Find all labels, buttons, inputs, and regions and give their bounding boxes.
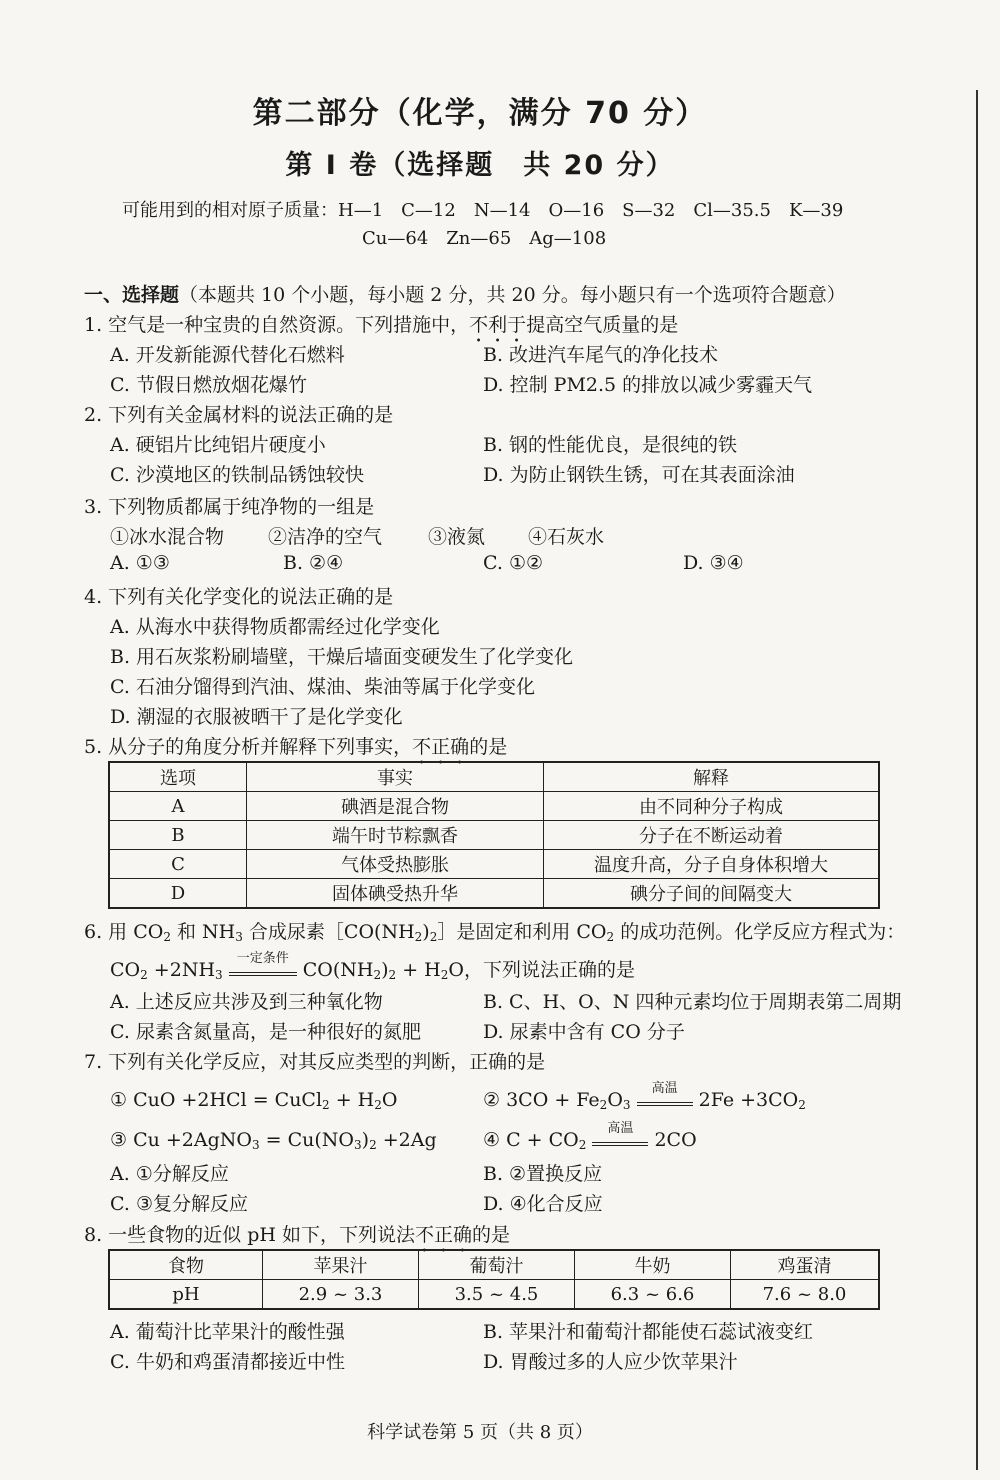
table-cell: 3.5 ~ 4.5: [419, 1280, 575, 1310]
q1-option-a: A. 开发新能源代替化石燃料: [110, 344, 345, 366]
q2-option-b: B. 钢的性能优良，是很纯的铁: [483, 434, 738, 456]
table-cell: 气体受热膨胀: [247, 850, 544, 879]
table-cell: D: [109, 879, 247, 909]
q3-item-2: ②洁净的空气: [268, 526, 383, 548]
table-cell: pH: [109, 1280, 263, 1310]
table-cell: 碘酒是混合物: [247, 792, 544, 821]
table-cell: 分子在不断运动着: [544, 821, 880, 850]
table-cell: B: [109, 821, 247, 850]
atomic-mass-line-1: 可能用到的相对原子质量：H—1 C—12 N—14 O—16 S—32 Cl—35.5 K—39: [122, 200, 844, 221]
q2-option-d: D. 为防止钢铁生锈，可在其表面涂油: [483, 464, 795, 486]
q6-option-c: C. 尿素含氮量高，是一种很好的氮肥: [110, 1021, 421, 1043]
reaction-condition-arrow: 高温: [592, 1134, 648, 1146]
q4-stem: 4. 下列有关化学变化的说法正确的是: [84, 586, 394, 608]
q8-option-d: D. 胃酸过多的人应少饮苹果汁: [483, 1351, 738, 1373]
q5-stem: 5. 从分子的角度分析并解释下列事实，不正确的是: [84, 736, 508, 758]
table-cell: 6.3 ~ 6.6: [575, 1280, 731, 1310]
table-cell: 端午时节粽飘香: [247, 821, 544, 850]
q7-reaction-4: ④ $C + CO_2$ 高温 2CO: [483, 1121, 697, 1152]
table-header-row: [109, 1250, 879, 1280]
q4-option-b: B. 用石灰浆粉刷墙壁，干燥后墙面变硬发生了化学变化: [110, 646, 574, 668]
volume-title: 第 Ⅰ 卷（选择题 共 20 分）: [285, 150, 675, 181]
q3-stem: 3. 下列物质都属于纯净物的一组是: [84, 496, 375, 518]
page-footer: 科学试卷第 5 页（共 8 页）: [367, 1422, 593, 1443]
q4-option-d: D. 潮湿的衣服被晒干了是化学变化: [110, 706, 403, 728]
q7-stem: 7. 下列有关化学反应，对其反应类型的判断，正确的是: [84, 1051, 546, 1073]
q6-equation: $CO_2 +2NH_3$ 一定条件 $CO(NH_2)_2 + H_2O$，下列说法正确的是: [110, 951, 635, 982]
q7-reaction-1: ① CuO +2HCl = CuCl$_2$ + $H_2O$: [110, 1089, 398, 1112]
section-heading: 一、选择题（本题共 10 个小题，每小题 2 分，共 20 分。每小题只有一个选项符合题意）: [84, 284, 846, 306]
table-header-cell: 事实: [247, 762, 544, 792]
q8-option-b: B. 苹果汁和葡萄汁都能使石蕊试液变红: [483, 1321, 814, 1343]
q6-option-b: B. C、H、O、N 四种元素均位于周期表第二周期: [483, 991, 902, 1013]
q1-option-c: C. 节假日燃放烟花爆竹: [110, 374, 307, 396]
q3-item-3: ③液氮: [428, 526, 486, 548]
table-cell: 固体碘受热升华: [247, 879, 544, 909]
q8-table: [108, 1249, 880, 1310]
table-header-cell: 牛奶: [575, 1250, 731, 1280]
q3-option-a: A. ①③: [110, 552, 170, 574]
q2-stem: 2. 下列有关金属材料的说法正确的是: [84, 404, 394, 426]
table-header-cell: 苹果汁: [263, 1250, 419, 1280]
q1-stem: 1. 空气是一种宝贵的自然资源。下列措施中，不利于提高空气质量的是: [84, 314, 679, 336]
table-header-cell: 解释: [544, 762, 880, 792]
q7-reaction-2: ② $3CO + Fe_2O_3$ 高温 $2Fe +3CO_2$: [483, 1081, 806, 1112]
part-title: 第二部分（化学，满分 70 分）: [252, 96, 708, 131]
table-cell: 2.9 ~ 3.3: [263, 1280, 419, 1310]
page-edge-line: [976, 90, 978, 1470]
q6-option-a: A. 上述反应共涉及到三种氧化物: [110, 991, 383, 1013]
table-cell: A: [109, 792, 247, 821]
q3-option-c: C. ①②: [483, 552, 544, 574]
q4-option-c: C. 石油分馏得到汽油、煤油、柴油等属于化学变化: [110, 676, 535, 698]
q3-item-4: ④石灰水: [528, 526, 605, 548]
q6-stem: 6. 用 $CO_2$ 和 $NH_3$ 合成尿素$[CO(NH_2)_2]$是固定和利用 $CO_2$ 的成功范例。化学反应方程式为：: [84, 921, 906, 944]
table-header-cell: 鸡蛋清: [731, 1250, 880, 1280]
table-row: [109, 850, 879, 879]
reaction-condition-arrow: 一定条件: [229, 964, 297, 976]
q3-option-b: B. ②④: [283, 552, 344, 574]
table-row: [109, 1280, 879, 1310]
table-header-cell: 葡萄汁: [419, 1250, 575, 1280]
table-header-row: [109, 762, 879, 792]
q6-option-d: D. 尿素中含有 CO 分子: [483, 1021, 685, 1043]
reaction-condition-arrow: 高温: [637, 1094, 693, 1106]
q7-option-d: D. ④化合反应: [483, 1193, 603, 1215]
q8-stem: 8. 一些食物的近似 pH 如下，下列说法不正确的是: [84, 1224, 511, 1246]
table-header-cell: 食物: [109, 1250, 263, 1280]
q2-option-c: C. 沙漠地区的铁制品锈蚀较快: [110, 464, 364, 486]
q1-option-d: D. 控制 PM2.5 的排放以减少雾霾天气: [483, 374, 813, 396]
table-cell: 由不同种分子构成: [544, 792, 880, 821]
q7-option-a: A. ①分解反应: [110, 1163, 229, 1185]
table-header-cell: 选项: [109, 762, 247, 792]
table-cell: C: [109, 850, 247, 879]
q4-option-a: A. 从海水中获得物质都需经过化学变化: [110, 616, 440, 638]
q1-option-b: B. 改进汽车尾气的净化技术: [483, 344, 719, 366]
q8-option-c: C. 牛奶和鸡蛋清都接近中性: [110, 1351, 345, 1373]
q7-option-b: B. ②置换反应: [483, 1163, 603, 1185]
q3-option-d: D. ③④: [683, 552, 744, 574]
table-row: [109, 879, 879, 909]
q2-option-a: A. 硬铝片比纯铝片硬度小: [110, 434, 326, 456]
q7-option-c: C. ③复分解反应: [110, 1193, 248, 1215]
q3-item-1: ①冰水混合物: [110, 526, 225, 548]
table-row: [109, 792, 879, 821]
q5-table: [108, 761, 880, 909]
atomic-mass-line-2: Cu—64 Zn—65 Ag—108: [362, 228, 607, 249]
table-cell: 7.6 ~ 8.0: [731, 1280, 880, 1310]
table-row: [109, 821, 879, 850]
q8-option-a: A. 葡萄汁比苹果汁的酸性强: [110, 1321, 345, 1343]
q7-reaction-3: ③ Cu +2AgNO$_3$ = $Cu(NO_3)_2 +2Ag$: [110, 1129, 437, 1152]
table-cell: 温度升高，分子自身体积增大: [544, 850, 880, 879]
table-cell: 碘分子间的间隔变大: [544, 879, 880, 909]
